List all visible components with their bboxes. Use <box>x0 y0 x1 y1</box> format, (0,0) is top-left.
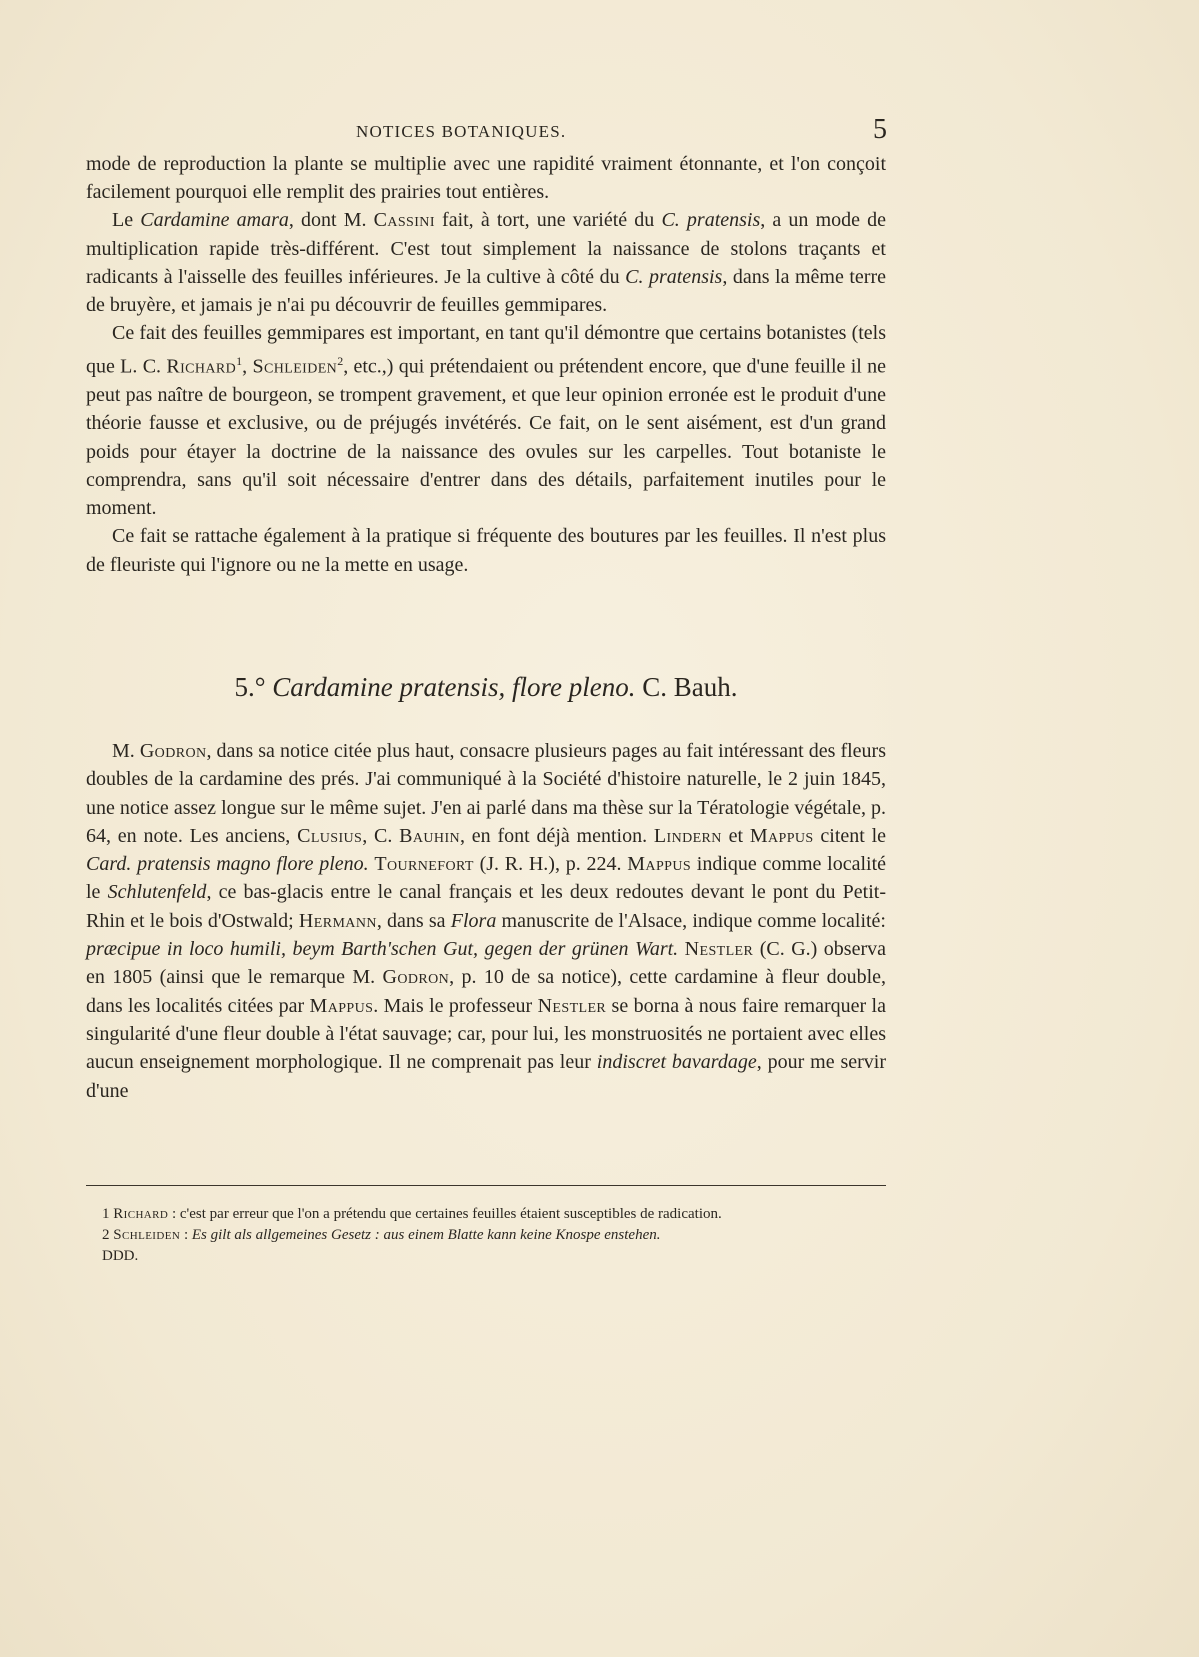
text-run: , en font déjà mention. <box>460 824 654 847</box>
footnote-ref: 2 <box>337 354 344 369</box>
footnote-number: 1 <box>102 1206 114 1222</box>
paragraph-2 <box>86 206 886 319</box>
species-name: C. pratensis <box>661 209 761 232</box>
author-name: Nestler <box>537 994 607 1017</box>
author-name: Mappus <box>749 824 814 847</box>
paragraph-4: Ce fait se rattache également à la pratique si fréquente des boutures par les feuilles. Il n'est plus de fleuriste qui l'ignore ou ne la mette en usage. <box>86 525 886 576</box>
section-species: Cardamine pratensis, flore pleno. <box>272 672 636 702</box>
text-run: se borna à nous faire remarquer la singularité d'une fleur double à l'état sauvage; car, pour lui, les monstruosités ne portaient avec elles aucun enseignement morphologique. Il ne comprenait pas leur <box>86 994 886 1074</box>
quotation: præcipue in loco humili, beym Barth'schen Gut, gegen der grünen Wart. <box>86 938 679 961</box>
footnote-text: : <box>180 1227 192 1243</box>
paragraph-1: mode de reproduction la plante se multiplie avec une rapidité vraiment étonnante, et l'on conçoit facilement pourquoi elle remplit des prairies tout entières. <box>86 153 886 204</box>
text-run: indique comme localité le <box>86 853 887 904</box>
author-name: Godron <box>139 740 207 762</box>
paragraph-3 <box>86 319 886 522</box>
text-run: M. <box>112 740 140 762</box>
text-run: et <box>721 824 750 847</box>
author-name: Mappus <box>309 994 374 1017</box>
footnote-text: : c'est par erreur que l'on a prétendu que certaines feuilles étaient susceptibles de radication. <box>168 1206 722 1222</box>
text-run: , dans sa notice citée plus haut, consacre plusieurs pages au fait intéressant des fleurs doubles de la cardamine des prés. J'ai communiqué à la Société d'histoire naturelle, le 2 juin 1845, une notice assez longue sur le même sujet. J'en ai parlé dans ma thèse sur la Tératologie végétale, p. 64, en note. Les anciens, <box>86 740 886 847</box>
footnote-ref: 1 <box>236 354 243 369</box>
author-name: Cassini <box>373 209 435 232</box>
running-title: NOTICES BOTANIQUES. <box>356 122 567 141</box>
author-name: Richard <box>113 1206 169 1222</box>
text-run: manuscrite de l'Alsace, indique comme localité: <box>496 909 886 932</box>
text-run: , C. <box>362 824 400 847</box>
species-name: C. pratensis <box>625 265 723 288</box>
species-name: Cardamine amara <box>140 209 289 232</box>
text-run: (J. R. H.), p. 224. <box>473 853 628 876</box>
text-run: , dont M. <box>288 209 374 232</box>
signature: DDD. <box>102 1248 139 1264</box>
section-number: 5.° <box>234 672 273 702</box>
quotation: indiscret bavardage <box>596 1051 757 1074</box>
footnote-1 <box>86 1204 886 1225</box>
species-name: Card. pratensis magno flore pleno. <box>86 853 369 876</box>
page-number: 5 <box>873 114 887 145</box>
footnote-2 <box>86 1225 886 1246</box>
author-name: Bauhin <box>399 824 461 847</box>
text-run: , ce bas-glacis entre le canal français et les deux redoutes devant le pont du Petit-Rhin et le bois d'Ostwald; <box>86 881 886 932</box>
text-run: Le <box>112 209 141 232</box>
text-run: , a un mode de multiplication rapide très-différent. C'est tout simplement la naissance de stolons traçants et radicants à l'aisselle des feuilles inférieures. Je la cultive à côté du <box>86 209 887 288</box>
author-name: Godron <box>382 966 450 989</box>
body-text-2 <box>86 737 886 1105</box>
author-name: Hermann <box>298 909 377 932</box>
text-run: Ce fait des feuilles gemmipares est important, en tant qu'il démontre que certains botanistes (tels que L. C. <box>86 322 886 379</box>
footnotes <box>86 1204 886 1267</box>
author-name: Richard <box>166 356 237 379</box>
text-run: , etc.,) qui prétendaient ou prétendent encore, que d'une feuille il ne peut pas naître de bourgeon, se trompent gravement, et que leur opinion erronée est le produit d'une théorie fausse et exclusive, ou de préjugés invétérés. Ce fait, on le sent aisément, est d'un grand poids pour étayer la doctrine de la naissance des ovules sur les carpelles. Tout botaniste le comprendra, sans qu'il soit nécessaire d'entrer dans des détails, parfaitement inutiles pour le moment. <box>86 356 887 520</box>
paragraph-5 <box>86 737 886 1105</box>
place-name: Schlutenfeld <box>107 881 207 904</box>
text-run: (C. G.) observa en 1805 (ainsi que le remarque M. <box>86 938 887 989</box>
author-name: Mappus <box>627 853 692 876</box>
section-authority: C. Bauh. <box>635 672 738 702</box>
running-head <box>86 114 887 148</box>
text-run: , pour me servir d'une <box>86 1051 887 1102</box>
text-run: , p. 10 de sa notice), cette cardamine à fleur double, dans les localités citées par <box>86 966 886 1017</box>
text-run: , dans la même terre de bruyère, et jamais je n'ai pu découvrir de feuilles gemmipares. <box>86 265 886 317</box>
text-run: , dans sa <box>376 909 451 932</box>
body-text <box>86 150 886 579</box>
work-title: Flora <box>450 909 497 932</box>
author-name: Clusius <box>297 824 363 847</box>
author-name: Schleiden <box>113 1227 181 1243</box>
author-name: Schleiden <box>252 356 338 379</box>
section-heading <box>86 672 886 703</box>
text-run: citent le <box>813 824 887 847</box>
footnote-number: 2 <box>102 1227 114 1243</box>
text-run: fait, à tort, une variété du <box>434 209 662 232</box>
text-run: . Mais le professeur <box>373 994 538 1017</box>
quotation: Es gilt als allgemeines Gesetz : aus einem Blatte kann keine Knospe enstehen. <box>191 1227 661 1243</box>
footnote-rule <box>86 1185 886 1186</box>
author-name: Lindern <box>653 824 722 847</box>
author-name: Tournefort <box>374 853 474 876</box>
text-run: , <box>242 356 253 379</box>
author-name: Nestler <box>684 938 754 961</box>
